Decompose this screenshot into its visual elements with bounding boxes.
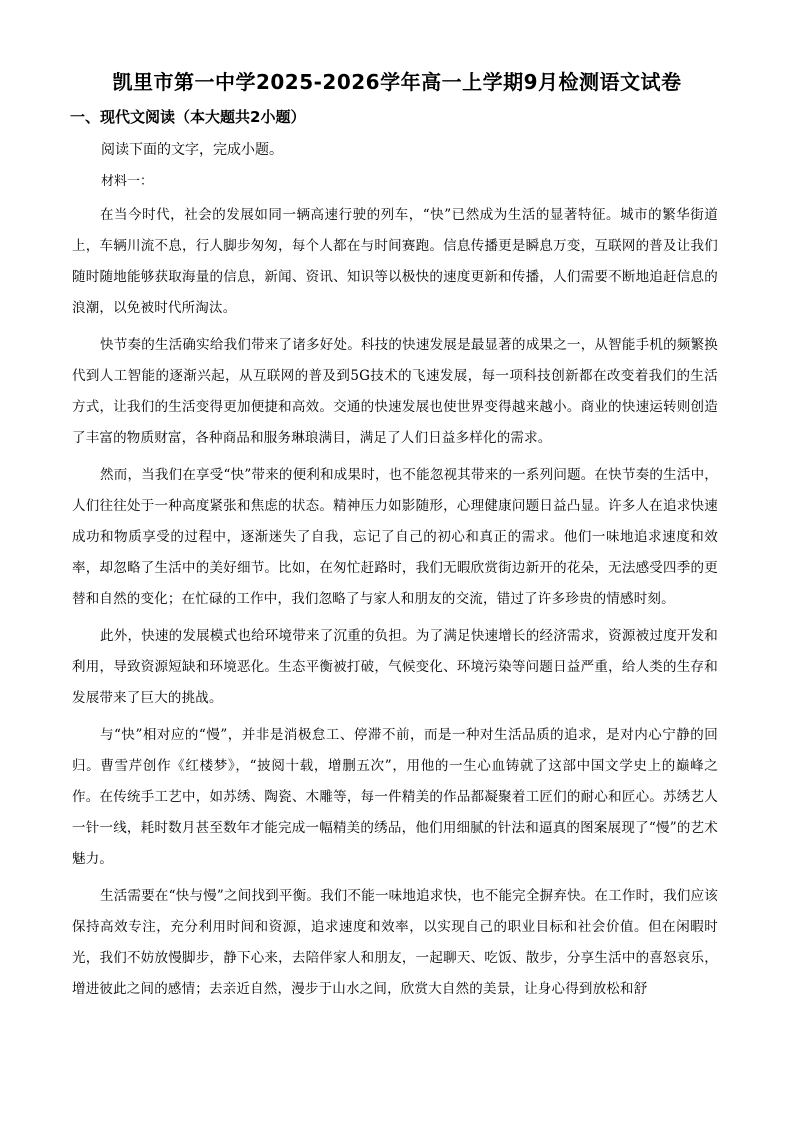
passage-paragraph-4: 此外，快速的发展模式也给环境带来了沉重的负担。为了满足快速增长的经济需求，资源被过度开发和利用，导致资源短缺和环境恶化。生态平衡被打破，气候变化、环境污染等问题日益严重，给人类的生存和发展带来了巨大的挑战。 bbox=[72, 628, 718, 706]
material-label: 材料一： bbox=[101, 174, 154, 189]
reading-instruction: 阅读下面的文字，完成小题。 bbox=[101, 142, 283, 158]
section-heading: 一、现代文阅读（本大题共2小题） bbox=[70, 108, 306, 126]
passage-paragraph-6: 生活需要在“快与慢”之间找到平衡。我们不能一味地追求快，也不能完全摒弃快。在工作时，我们应该保持高效专注，充分利用时间和资源，追求速度和效率，以实现自己的职业目标和社会价值。但在闲暇时光，我们不妨放慢脚步，静下心来，去陪伴家人和朋友，一起聊天、吃饭、散步，分享生活中的喜怒哀乐，增进彼此之间的感情；去亲近自然，漫步于山水之间，欣赏大自然的美景，让身心得到放松和舒 bbox=[72, 888, 718, 997]
passage-paragraph-2: 快节奏的生活确实给我们带来了诸多好处。科技的快速发展是最显著的成果之一，从智能手机的频繁换代到人工智能的逐渐兴起，从互联网的普及到5G技术的飞速发展，每一项科技创新都在改变着我们的生活方式，让我们的生活变得更加便捷和高效。交通的快速发展也使世界变得越来越小。商业的快速运转则创造了丰富的物质财富，各种商品和服务琳琅满目，满足了人们日益多样化的需求。 bbox=[72, 337, 718, 446]
passage-body bbox=[72, 200, 718, 1011]
passage-paragraph-1: 在当今时代，社会的发展如同一辆高速行驶的列车，“快”已然成为生活的显著特征。城市的繁华街道上，车辆川流不息，行人脚步匆匆，每个人都在与时间赛跑。信息传播更是瞬息万变，互联网的普及让我们随时随地能够获取海量的信息，新闻、资讯、知识等以极快的速度更新和传播，人们需要不断地追赶信息的浪潮，以免被时代所淘汰。 bbox=[72, 207, 718, 316]
passage-paragraph-5: 与“快”相对应的“慢”，并非是消极怠工、停滞不前，而是一种对生活品质的追求，是对内心宁静的回归。曹雪芹创作《红楼梦》，“披阅十载，增删五次”，用他的一生心血铸就了这部中国文学史上的巅峰之作。在传统手工艺中，如苏绣、陶瓷、木雕等，每一件精美的作品都凝聚着工匠们的耐心和匠心。苏绣艺人一针一线，耗时数月甚至数年才能完成一幅精美的绣品，他们用细腻的针法和逼真的图案展现了“慢”的艺术魅力。 bbox=[72, 727, 718, 867]
passage-paragraph-3: 然而，当我们在享受“快”带来的便利和成果时，也不能忽视其带来的一系列问题。在快节奏的生活中，人们往往处于一种高度紧张和焦虑的状态。精神压力如影随形，心理健康问题日益凸显。许多人在追求快速成功和物质享受的过程中，逐渐迷失了自我，忘记了自己的初心和真正的需求。他们一味地追求速度和效率，却忽略了生活中的美好细节。比如，在匆忙赶路时，我们无暇欣赏街边新开的花朵，无法感受四季的更替和自然的变化；在忙碌的工作中，我们忽略了与家人和朋友的交流，错过了许多珍贵的情感时刻。 bbox=[72, 467, 718, 607]
page-title: 凯里市第一中学2025-2026学年高一上学期9月检测语文试卷 bbox=[112, 70, 682, 94]
